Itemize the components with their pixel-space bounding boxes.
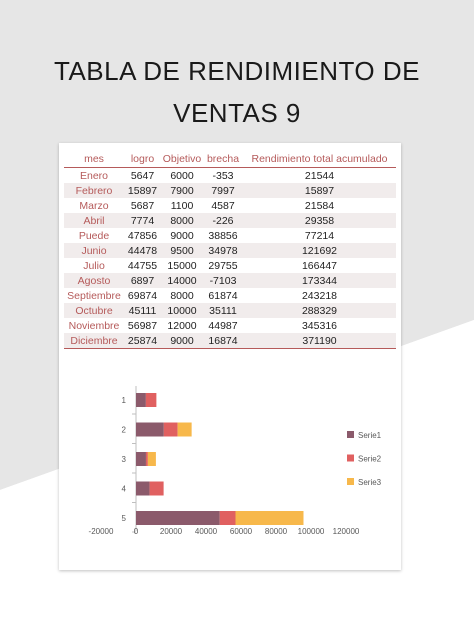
table-row	[64, 228, 396, 243]
bar-serie1-2	[136, 423, 164, 437]
table-cell: 10000	[161, 303, 203, 318]
x-tick-label: 60000	[229, 527, 253, 536]
table-cell: 6897	[124, 273, 161, 288]
table-cell-month: Julio	[83, 259, 105, 272]
table-cell: 9000	[161, 333, 203, 349]
legend-label-serie1: Serie1	[358, 431, 382, 440]
table-cell: 7774	[124, 213, 161, 228]
table-row	[64, 198, 396, 213]
bar-serie2-1	[146, 393, 157, 407]
table-row	[64, 318, 396, 333]
table-row	[64, 303, 396, 318]
table-row	[64, 213, 396, 228]
table-cell: 7997	[203, 183, 243, 198]
table-cell: 15897	[243, 183, 396, 198]
table-cell: 29755	[208, 259, 238, 272]
table-cell: 47856	[127, 229, 158, 242]
x-tick-label: 80000	[264, 527, 288, 536]
table-cell-month: Noviembre	[68, 319, 120, 332]
table-cell: 44478	[124, 243, 161, 258]
bar-serie2-3	[146, 452, 148, 466]
bar-serie3-5	[235, 511, 303, 525]
x-tick-label: 100000	[297, 527, 325, 536]
bar-serie2-4	[150, 482, 164, 496]
table-cell: 8000	[161, 213, 203, 228]
x-tick-label: 40000	[194, 527, 218, 536]
category-tick-label: 2	[121, 425, 126, 435]
table-cell: 9000	[170, 229, 194, 242]
table-cell-month: Agosto	[64, 273, 124, 288]
table-cell: 29358	[243, 213, 396, 228]
table-cell: 15000	[167, 259, 197, 272]
table-cell: 5647	[130, 169, 155, 182]
table-cell-month: Junio	[64, 243, 124, 258]
x-tick-label: 0	[133, 527, 139, 536]
table-cell: 35111	[203, 303, 243, 318]
table-cell: 77214	[304, 229, 335, 242]
table-row	[64, 288, 396, 303]
legend-swatch-serie2	[347, 455, 354, 462]
table-cell: 56987	[127, 319, 158, 332]
table-cell: 345316	[301, 319, 338, 332]
table-cell-month: Septiembre	[67, 289, 121, 302]
table-cell: 14000	[161, 273, 203, 288]
x-tick-label: 120000	[332, 527, 360, 536]
table-cell: 243218	[301, 289, 338, 302]
table-cell-month: Diciembre	[64, 333, 124, 349]
table-cell: 9500	[161, 243, 203, 258]
table-cell: -353	[212, 169, 234, 182]
sales-table	[64, 151, 396, 349]
bar-serie3-3	[148, 452, 156, 466]
table-cell: 25874	[124, 333, 161, 349]
table-cell-month: Febrero	[64, 183, 124, 198]
table-cell: 7900	[161, 183, 203, 198]
table-cell-month: Abril	[64, 213, 124, 228]
document-sheet	[59, 143, 401, 570]
table-cell: 69874	[127, 289, 158, 302]
table-cell: 288329	[243, 303, 396, 318]
table-cell: 6000	[170, 169, 194, 182]
category-tick-label: 3	[121, 455, 126, 464]
table-cell: -7103	[203, 273, 243, 288]
bar-serie2-5	[220, 511, 236, 525]
col-header-rendimiento: Rendimiento total acumulado	[243, 151, 396, 168]
table-cell-month: Puede	[78, 229, 110, 242]
table-cell: 12000	[167, 319, 197, 332]
legend-label-serie3: Serie3	[358, 478, 382, 487]
table-cell: -226	[203, 213, 243, 228]
table-cell: 173344	[243, 273, 396, 288]
table-cell: 61874	[208, 289, 238, 302]
table-cell: 45111	[124, 303, 161, 318]
table-cell: 21544	[304, 169, 335, 182]
table-cell-month: Marzo	[79, 199, 109, 212]
legend-label-serie2: Serie2	[358, 454, 382, 464]
table-row	[64, 183, 396, 198]
bar-serie1-1	[136, 393, 146, 407]
table-cell: 8000	[170, 289, 194, 302]
table-cell: 21584	[304, 199, 335, 212]
table-cell: 38856	[208, 229, 238, 242]
table-cell: 16874	[203, 333, 243, 349]
page-title-line-2: VENTAS 9	[173, 98, 301, 128]
table-row	[64, 243, 396, 258]
col-header-logro: logro	[124, 151, 161, 168]
bar-serie1-5	[136, 511, 220, 525]
x-tick-label: -20000	[88, 527, 114, 536]
col-header-month: mes	[64, 151, 124, 168]
table-cell: 1100	[170, 199, 194, 212]
table-row	[64, 333, 396, 349]
table-cell-month: Octubre	[64, 303, 124, 318]
table-cell: 5687	[130, 199, 155, 212]
bar-serie1-3	[136, 452, 146, 466]
bar-serie3-2	[178, 423, 192, 437]
legend-swatch-serie1	[347, 431, 354, 438]
table-cell-month: Enero	[79, 169, 109, 182]
table-cell: 4587	[211, 199, 235, 212]
table-cell: 371190	[243, 333, 396, 349]
col-header-brecha: brecha	[203, 151, 243, 168]
table-cell: 121692	[243, 243, 396, 258]
bar-serie2-2	[164, 423, 178, 437]
table-row	[64, 168, 396, 184]
table-cell: 15897	[124, 183, 161, 198]
category-tick-label: 1	[121, 396, 126, 405]
legend-swatch-serie3	[347, 478, 354, 485]
table-cell: 44987	[208, 319, 238, 332]
category-tick-label: 5	[121, 514, 126, 523]
table-cell: 166447	[301, 259, 338, 272]
table-cell: 34978	[203, 243, 243, 258]
bar-serie1-4	[136, 482, 150, 496]
table-cell: 44755	[127, 259, 158, 272]
table-row	[64, 258, 396, 273]
table-row	[64, 273, 396, 288]
category-tick-label: 4	[121, 484, 126, 494]
col-header-objetivo: Objetivo	[161, 151, 203, 168]
page-title-line-1: TABLA DE RENDIMIENTO DE	[54, 56, 420, 86]
x-tick-label: 20000	[159, 527, 183, 536]
table-header-row	[64, 151, 396, 168]
stacked-bar-chart	[59, 358, 401, 558]
